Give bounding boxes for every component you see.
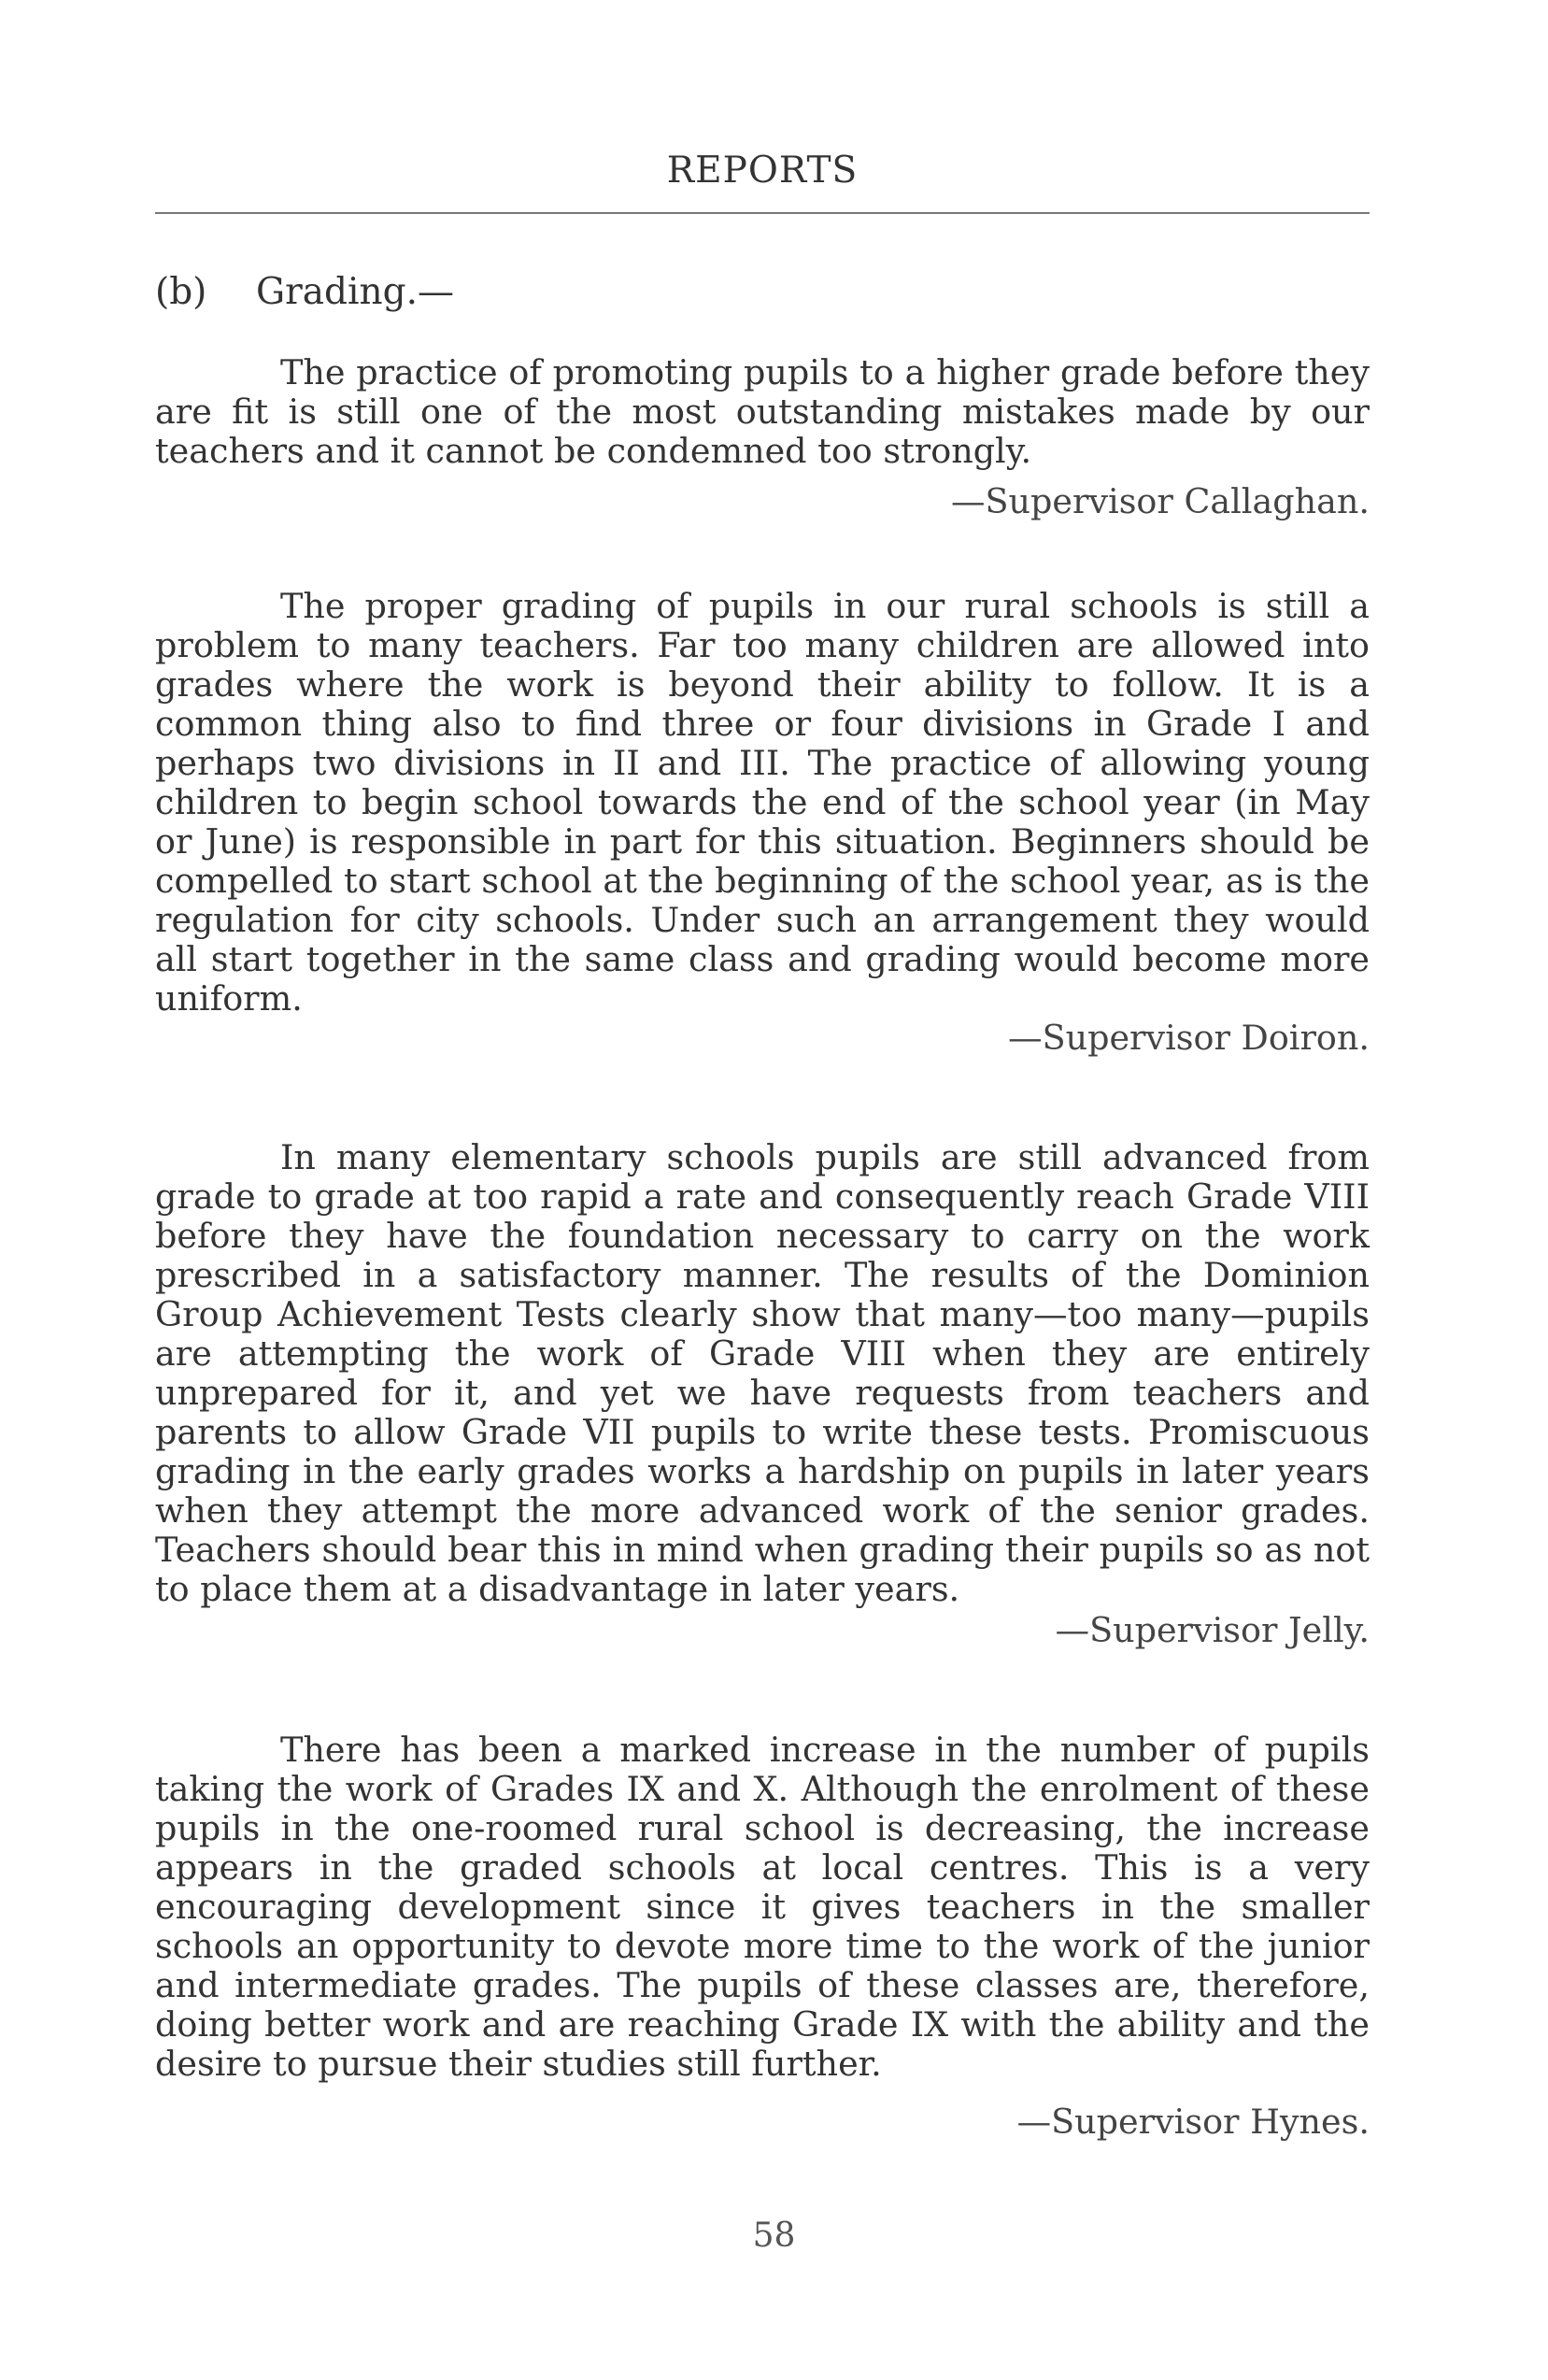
report-paragraph: The proper grading of pupils in our rural schools is still a problem to many teachers. Far too many children are allowed into grades where the work is beyond their ability to follow. It is a common thing also to find three or four divisions in Grade I and perhaps two divisions in II and III. The practice of allowing young children to begin school towards the end of the school year (in May or June) is responsible in part for this situation. Beginners should be compelled to start school at the beginning of the school year, as is the regulation for city schools. Under such an arrangement they would all start together in the same class and grading would become more uniform. bbox=[155, 586, 1370, 1019]
report-attribution: —Supervisor Doiron. bbox=[1008, 1018, 1370, 1058]
report-attribution: —Supervisor Hynes. bbox=[1016, 2102, 1370, 2142]
section-heading bbox=[155, 271, 454, 313]
report-paragraph: The practice of promoting pupils to a higher grade before they are fit is still one of the most outstanding mistakes made by our teachers and it cannot be condemned too strongly. bbox=[155, 352, 1370, 471]
section-title: Grading.— bbox=[256, 271, 454, 313]
page-number: 58 bbox=[752, 2216, 796, 2255]
report-attribution: —Supervisor Jelly. bbox=[1055, 1610, 1370, 1650]
body-column bbox=[155, 353, 1370, 2142]
header-rule bbox=[155, 212, 1370, 214]
report-attribution: —Supervisor Callaghan. bbox=[950, 481, 1370, 521]
running-head: REPORTS bbox=[666, 150, 859, 192]
report-paragraph: There has been a marked increase in the number of pupils taking the work of Grades IX and X. Although the enrolment of these pupils in the one-roomed rural school is decreasing, the increase appears in the graded schools at local centres. This is a very encouraging development since it gives teachers in the smaller schools an opportunity to devote more time to the work of the junior and intermediate grades. The pupils of these classes are, therefore, doing better work and are reaching Grade IX with the ability and the desire to pursue their studies still further. bbox=[155, 1730, 1370, 2084]
section-label: (b) bbox=[155, 271, 207, 313]
report-paragraph: In many elementary schools pupils are still advanced from grade to grade at too rapid a rate and consequently reach Grade VIII before they have the foundation necessary to carry on the work prescribed in a satisfactory manner. The results of the Dominion Group Achievement Tests clearly show that many—too many—pupils are attempting the work of Grade VIII when they are entirely unprepared for it, and yet we have requests from teachers and parents to allow Grade VII pupils to write these tests. Promiscuous grading in the early grades works a hardship on pupils in later years when they attempt the more advanced work of the senior grades. Teachers should bear this in mind when grading their pupils so as not to place them at a disadvantage in later years. bbox=[155, 1137, 1370, 1609]
